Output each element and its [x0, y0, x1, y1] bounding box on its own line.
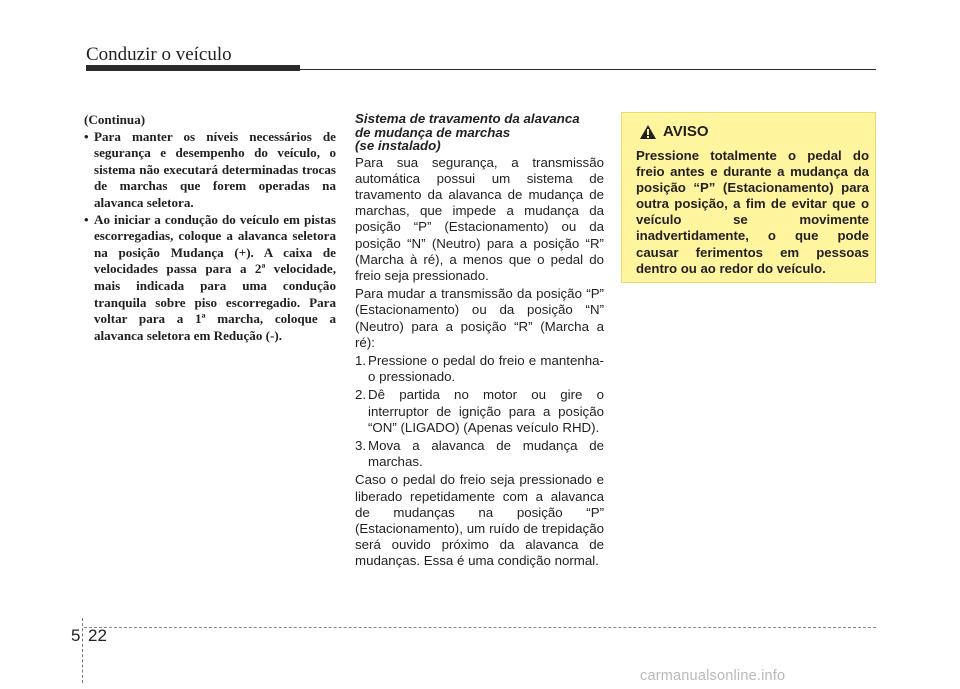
bullet-item: • Para manter os níveis necessários de segurança e desempenho do veículo, o sistema não executará determinadas trocas de marchas que forem operadas na alavanca seletora.	[84, 129, 336, 212]
left-column	[84, 112, 336, 344]
warning-triangle-icon	[639, 124, 657, 140]
continued-label: (Continua)	[84, 112, 146, 127]
paragraph: Caso o pedal do freio seja pressionado e liberado repetidamente com a alavanca de mudanças na posição “P” (Estacionamento), um ruído de trepidação será ouvido próximo da alavanca de mudanças. Essa é uma condição normal.	[355, 472, 604, 569]
warning-title: AVISO	[663, 123, 709, 140]
warning-box	[621, 112, 876, 283]
page-number: 22	[88, 626, 107, 645]
step-text: Mova a alavanca de mudança de marchas.	[368, 437, 604, 470]
bullet-list	[84, 129, 336, 345]
paragraph: Para mudar a transmissão da posição “P” (Estacionamento) ou da posição “N” (Neutro) para a posição “R” (Marcha a ré):	[355, 286, 604, 350]
step-text: Dê partida no motor ou gire o interruptor de ignição para a posição “ON” (LIGADO) (Apenas veículo RHD).	[368, 387, 604, 435]
warning-header	[639, 123, 709, 140]
step-number: 1.	[355, 352, 367, 368]
warning-text: Pressione totalmente o pedal do freio antes e durante a mudança da posição “P” (Estacionamento) para outra posição, a fim de evitar que o veículo se movimente inadvertidamente, o que pode causar ferimentos em pessoas dentro ou ao redor do veículo.	[636, 148, 869, 276]
footer-divider-horizontal	[84, 627, 876, 628]
section-title-line: Sistema de travamento da alavanca	[355, 111, 580, 126]
step-text: Pressione o pedal do freio e mantenha-o pressionado.	[368, 352, 604, 385]
watermark-text: carmanualsonline.info	[640, 668, 786, 684]
step-item	[355, 353, 604, 385]
step-item	[355, 438, 604, 470]
section-title	[355, 112, 604, 153]
bullet-item: • Ao iniciar a condução do veículo em pistas escorregadias, coloque a alavanca seletora na posição Mudança (+). A caixa de velocidades passa para a 2ª velocidade, mais indicada para uma condução tranquila sobre piso escorregadio. Para voltar para a 1ª marcha, coloque a alavanca seletora em Redução (-).	[84, 212, 336, 345]
step-number: 3.	[355, 437, 367, 453]
section-title-line: (se instalado)	[355, 138, 441, 153]
header-rule	[300, 69, 876, 70]
step-item	[355, 387, 604, 436]
step-number: 2.	[355, 387, 367, 403]
paragraph: Para sua segurança, a transmissão automática possui um sistema de travamento da alavanca de mudança de marchas, que impede a mudança da posição “P” (Estacionamento) ou da posição “N” (Neutro) para a posição “R” (Marcha à ré), a menos que o pedal do freio seja pressionado.	[355, 154, 604, 283]
steps-list	[355, 353, 604, 470]
middle-column	[355, 112, 604, 572]
page-header-title: Conduzir o veículo	[86, 44, 232, 65]
header-bar	[86, 65, 300, 71]
chapter-number: 5	[71, 626, 81, 645]
section-title-line: de mudança de marchas	[355, 124, 511, 140]
